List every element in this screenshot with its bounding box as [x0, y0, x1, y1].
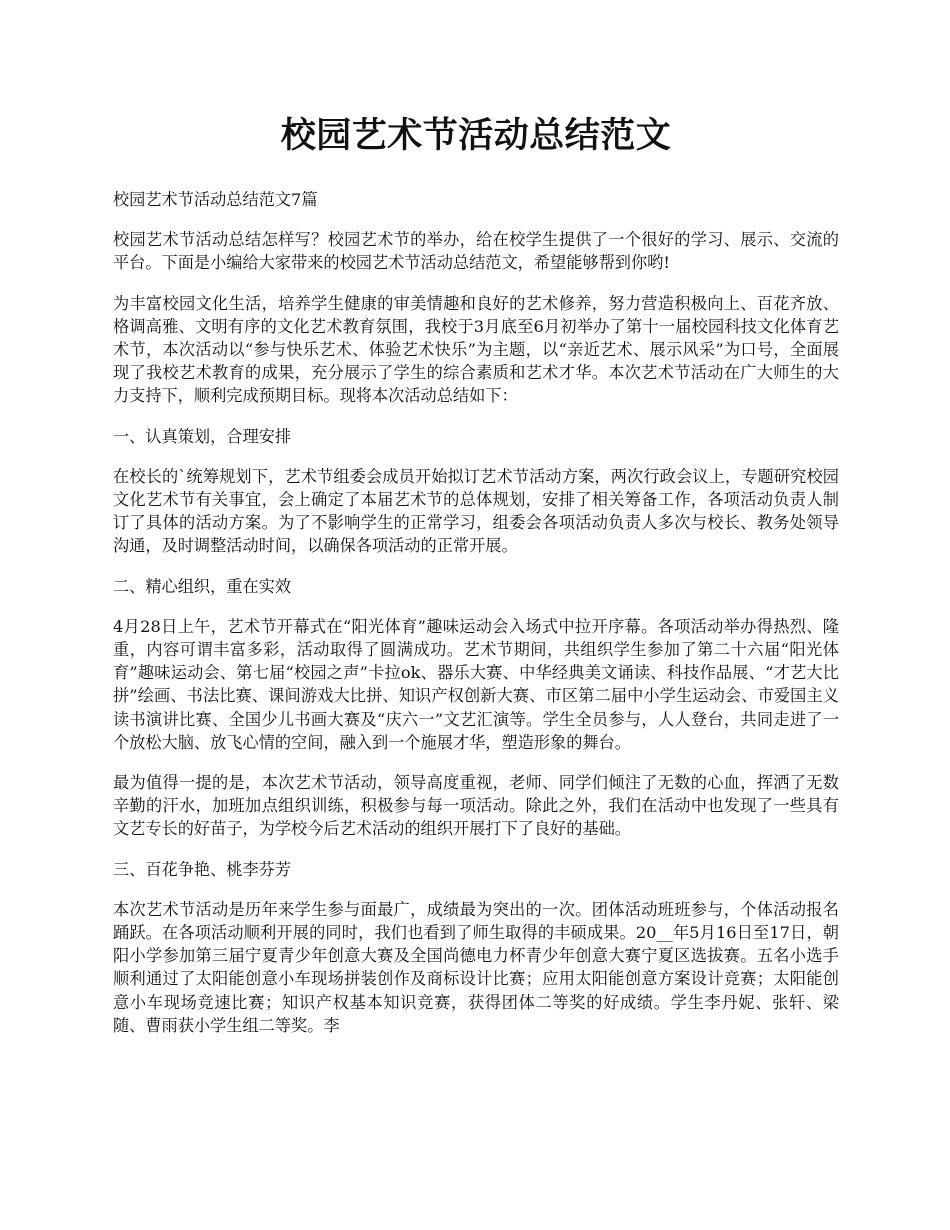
- section-heading-3: 三、百花争艳、桃李芬芳: [113, 859, 292, 879]
- section-heading-1: 一、认真策划，合理安排: [113, 426, 292, 446]
- intro-paragraph: 校园艺术节活动总结怎样写？校园艺术节的举办，给在校学生提供了一个很好的学习、展示、交流的平台。下面是小编给大家带来的校园艺术节活动总结范文，希望能够帮到你哟!: [113, 230, 839, 273]
- document-subtitle: 校园艺术节活动总结范文7篇: [113, 190, 318, 209]
- body-paragraph-5: 本次艺术节活动是历年来学生参与面最广，成绩最为突出的一次。团体活动班班参与，个体活动报名踊跃。在各项活动顺利开展的同时，我们也看到了师生取得的丰硕成果。20__年5月16日至17日，朝阳小学参加第三届宁夏青少年创意大赛及全国尚德电力杯青少年创意大赛宁夏区选拔赛。五名小选手顺利通过了太阳能创意小车现场拼装创作及商标设计比赛；应用太阳能创意方案设计竞赛；太阳能创意小车现场竞速比赛；知识产权基本知识竞赛，获得团体二等奖的好成绩。学生李丹妮、张轩、梁随、曹雨获小学生组二等奖。李: [113, 899, 839, 1035]
- document-title: 校园艺术节活动总结范文: [280, 115, 672, 156]
- body-paragraph-3: 4月28日上午，艺术节开幕式在“阳光体育”趣味运动会入场式中拉开序幕。各项活动举办得热烈、隆重，内容可谓丰富多彩，活动取得了圆满成功。艺术节期间，共组织学生参加了第二十六届“阳光体育”趣味运动会、第七届“校园之声”卡拉ok、器乐大赛、中华经典美文诵读、科技作品展、“才艺大比拼”绘画、书法比赛、课间游戏大比拼、知识产权创新大赛、市区第二届中小学生运动会、市爱国主义读书演讲比赛、全国少儿书画大赛及“庆六一”文艺汇演等。学生全员参与，人人登台，共同走进了一个放松大脑、放飞心情的空间，融入到一个施展才华，塑造形象的舞台。: [113, 616, 839, 752]
- document-page: [113, 110, 839, 1054]
- body-paragraph-1: 为丰富校园文化生活，培养学生健康的审美情趣和良好的艺术修养，努力营造积极向上、百花齐放、格调高雅、文明有序的文化艺术教育氛围，我校于3月底至6月初举办了第十一届校园科技文化体育艺术节，本次活动以“参与快乐艺术、体验艺术快乐”为主题，以“亲近艺术、展示风采”为口号，全面展现了我校艺术教育的成果，充分展示了学生的综合素质和艺术才华。本次艺术节活动在广大师生的大力支持下，顺利完成预期目标。现将本次活动总结如下：: [113, 293, 839, 406]
- body-paragraph-4: 最为值得一提的是，本次艺术节活动，领导高度重视，老师、同学们倾注了无数的心血，挥洒了无数辛勤的汗水，加班加点组织训练，积极参与每一项活动。除此之外，我们在活动中也发现了一些具有文艺专长的好苗子，为学校今后艺术活动的组织开展打下了良好的基础。: [113, 773, 839, 839]
- section-heading-2: 二、精心组织，重在实效: [113, 576, 292, 596]
- body-paragraph-2: 在校长的`统筹规划下，艺术节组委会成员开始拟订艺术节活动方案，两次行政会议上，专题研究校园文化艺术节有关事宜，会上确定了本届艺术节的总体规划，安排了相关筹备工作，各项活动负责人制订了具体的活动方案。为了不影响学生的正常学习，组委会各项活动负责人多次与校长、教务处领导沟通，及时调整活动时间，以确保各项活动的正常开展。: [113, 466, 839, 556]
